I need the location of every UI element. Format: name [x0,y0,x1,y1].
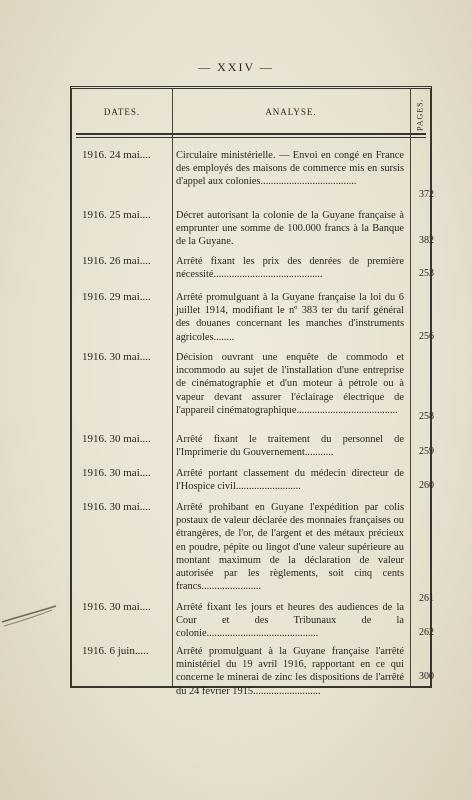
header-rule [76,133,426,138]
index-table [70,86,434,697]
entry-page: 372 [419,189,434,200]
entry-date: 1916. 24 mai.... [82,149,151,161]
entry-analysis: Arrêté fixant les jours et heures des audiences de la Cour et des Tribunaux de la colonie........................................... [176,602,404,640]
paper-clip-mark [0,600,58,630]
header-dates: DATES. [103,107,141,117]
entry-page: 258 [419,411,434,422]
entry-page: 253 [419,268,434,279]
entry-page: 260 [419,480,434,491]
column-divider [172,89,173,686]
entry-date: 1916. 30 mai.... [82,351,151,363]
entry-page: 262 [419,627,434,638]
entry-analysis: Arrêté fixant les prix des denrées de première nécessité.......................................... [176,256,404,281]
entry-date: 1916. 30 mai.... [82,601,151,613]
entry-analysis: Circulaire ministérielle. — Envoi en congé en France des employés des maisons de commerce mis en sursis d'appel aux colonies..................................... [176,150,404,188]
entry-date: 1916. 26 mai.... [82,255,151,267]
entry-date: 1916. 29 mai.... [82,291,151,303]
entry-analysis: Arrêté prohibant en Guyane l'expédition par colis postaux de valeur déclarée des monnaies françaises ou étrangères, de l'or, de l'argent et des métaux précieux en poudre, pépite ou lingot d'une valeur supérieure au montant maximum de la déclaration de valeur autorisée par les règlements, soit cinq cents francs....................... [176,502,404,593]
entry-page: 382 [419,235,434,246]
entry-analysis: Arrêté fixant le traitement du personnel de l'Imprimerie du Gouvernement........... [176,434,404,459]
entry-page: 259 [419,446,434,457]
page-number: — XXIV — [198,60,274,74]
entry-date: 1916. 25 mai.... [82,209,151,221]
entry-page: 261 [419,593,434,604]
entry-analysis: Arrêté promulguant à la Guyane française l'arrêté ministériel du 19 avril 1916, rapportant en ce qui concerne le minerai de zinc les dispositions de l'arrêté du 24 février 1915.......................... [176,646,404,697]
entry-page: 300 [419,671,434,682]
entry-analysis: Décision ouvrant une enquête de commodo et incommodo au sujet de l'installation d'une entreprise de cinématographie et d'un moteur à pétrole ou à vapeur devant assurer l'éclairage électrique de l'appareil cinématographique....................................... [176,352,404,416]
entry-date: 1916. 30 mai.... [82,433,151,445]
entry-analysis: Arrêté portant classement du médecin directeur de l'Hospice civil......................... [176,468,404,493]
header-pages: PAGES. [415,98,425,132]
entry-date: 1916. 6 juin..... [82,645,149,657]
entry-date: 1916. 30 mai.... [82,501,151,513]
entry-analysis: Décret autorisant la colonie de la Guyane française à emprunter une somme de 100.000 francs à la Banque de la Guyane. [176,210,404,248]
entry-analysis: Arrêté promulguant à la Guyane française la loi du 6 juillet 1914, modifiant le nº 383 ter du tarif général des douanes concernant les manches d'instruments agricoles........ [176,292,404,343]
entry-date: 1916. 30 mai.... [82,467,151,479]
header-analyse: ANALYSE. [265,107,317,117]
entry-page: 256 [419,331,434,342]
